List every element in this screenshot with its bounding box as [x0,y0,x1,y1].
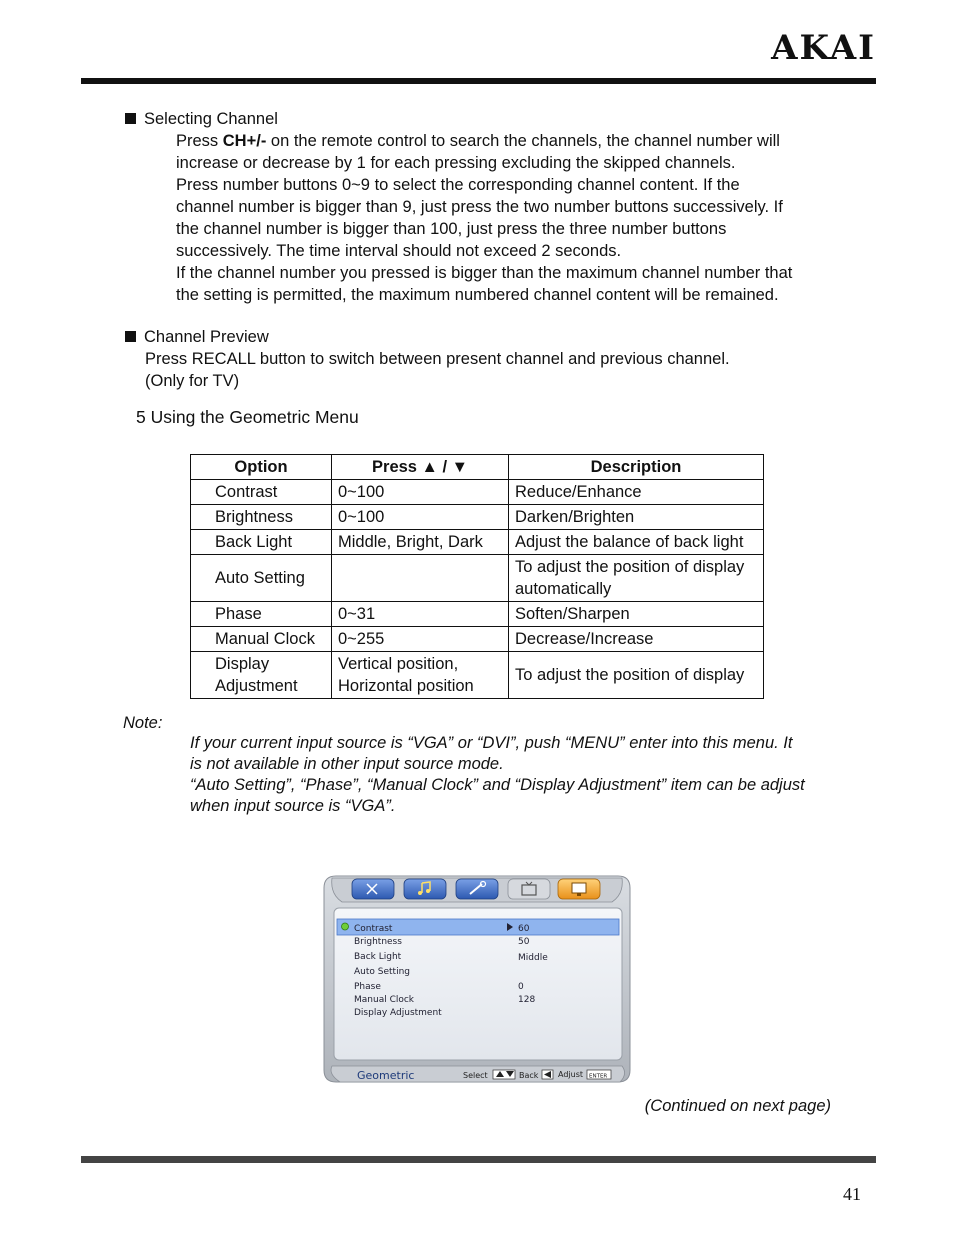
osd-back-label: Back [519,1071,539,1080]
osd-enter-label: ENTER [589,1073,608,1080]
osd-item-label: Manual Clock [354,995,415,1005]
line1-rest: on the remote control to search the channels, the channel number will [266,132,780,150]
osd-footer-title: Geometric [357,1069,415,1082]
table-cell: Darken/Brighten [509,505,764,530]
up-down-arrows-icon [493,1070,515,1079]
table-cell: Reduce/Enhance [509,480,764,505]
osd-tab-sound [404,879,446,899]
table-cell: Middle, Bright, Dark [332,530,509,555]
geometric-osd-screenshot [322,874,632,1084]
body-line: successively. The time interval should not exceed 2 seconds. [176,242,622,260]
body-line: the setting is permitted, the maximum numbered channel content will be remained. [176,286,779,304]
table-cell: 0~100 [332,505,509,530]
table-cell: Soften/Sharpen [509,602,764,627]
osd-tab-tv [508,879,550,899]
osd-item-value: 50 [518,937,530,947]
section-heading: 5 Using the Geometric Menu [136,407,359,427]
geometric-table-wrap [190,454,764,699]
table-header-option: Option [191,455,332,480]
osd-item-label: Back Light [354,952,402,962]
selecting-channel-title: Selecting Channel [144,110,278,128]
table-cell: To adjust the position of display [509,652,764,699]
brand-logo: AKAI [771,28,876,68]
table-cell: Decrease/Increase [509,627,764,652]
osd-item-value: 60 [518,924,530,934]
osd-item-label: Display Adjustment [354,1008,442,1018]
table-header-press: Press ▲ / ▼ [332,455,509,480]
left-arrow-icon [542,1070,553,1079]
bullet-square-icon [125,331,136,342]
note-line: when input source is “VGA”. [190,797,396,815]
table-cell [332,555,509,602]
table-cell: To adjust the position of display automatically [509,555,764,602]
header-rule [81,78,876,84]
note-label: Note: [123,714,163,732]
osd-tab-setup [456,879,498,899]
body-line: Press RECALL button to switch between present channel and previous channel. [145,350,730,368]
osd-adjust-label: Adjust [558,1070,584,1079]
table-row [191,555,764,602]
table-row [191,652,764,699]
body-line: increase or decrease by 1 for each pressing excluding the skipped channels. [176,154,736,172]
table-header-row [191,455,764,480]
table-row [191,602,764,627]
table-row [191,480,764,505]
osd-tab-picture [352,879,394,899]
osd-item-label: Phase [354,982,381,992]
table-cell: 0~100 [332,480,509,505]
osd-item-value: 128 [518,995,536,1005]
note-line: is not available in other input source mode. [190,755,504,773]
table-cell: Back Light [191,530,332,555]
table-cell: Contrast [191,480,332,505]
table-row [191,505,764,530]
selecting-channel-section [125,108,845,306]
table-cell: Vertical position, Horizontal position [332,652,509,699]
table-cell: Adjust the balance of back light [509,530,764,555]
osd-item-label: Auto Setting [354,967,410,977]
note-body [190,733,840,817]
note-line: If your current input source is “VGA” or “DVI”, push “MENU” enter into this menu. It [190,734,793,752]
body-line: Press number buttons 0~9 to select the corresponding channel content. If the [176,176,740,194]
channel-preview-section [125,326,845,392]
osd-tab-geometric [558,879,600,899]
continued-note: (Continued on next page) [644,1097,831,1115]
osd-item-label: Brightness [354,937,402,947]
table-cell: Brightness [191,505,332,530]
bullet-square-icon [125,113,136,124]
osd-item-label: Contrast [354,924,393,934]
body-line: the channel number is bigger than 100, just press the three number buttons [176,220,727,238]
page-number: 41 [843,1184,861,1204]
table-cell: 0~255 [332,627,509,652]
note-line: “Auto Setting”, “Phase”, “Manual Clock” and “Display Adjustment” item can be adjust [190,776,805,794]
body-line: channel number is bigger than 9, just press the two number buttons successively. If [176,198,783,216]
table-cell: 0~31 [332,602,509,627]
press-text: Press [176,132,223,150]
geometric-options-table [190,454,764,699]
table-row [191,530,764,555]
footer-rule [81,1156,876,1163]
body-line: If the channel number you pressed is bigger than the maximum channel number that [176,264,793,282]
channel-preview-title: Channel Preview [144,328,269,346]
table-cell: Manual Clock [191,627,332,652]
table-header-description: Description [509,455,764,480]
table-cell: Phase [191,602,332,627]
osd-item-value: Middle [518,953,548,963]
ch-key: CH+/- [222,132,267,150]
osd-select-label: Select [463,1071,488,1080]
table-row [191,627,764,652]
body-line: (Only for TV) [145,372,240,390]
table-cell: Auto Setting [191,555,332,602]
table-cell: Display Adjustment [191,652,332,699]
selecting-channel-body [176,130,845,306]
osd-item-value: 0 [518,982,524,992]
selected-dot-icon [342,923,349,930]
osd-svg [322,874,632,1084]
